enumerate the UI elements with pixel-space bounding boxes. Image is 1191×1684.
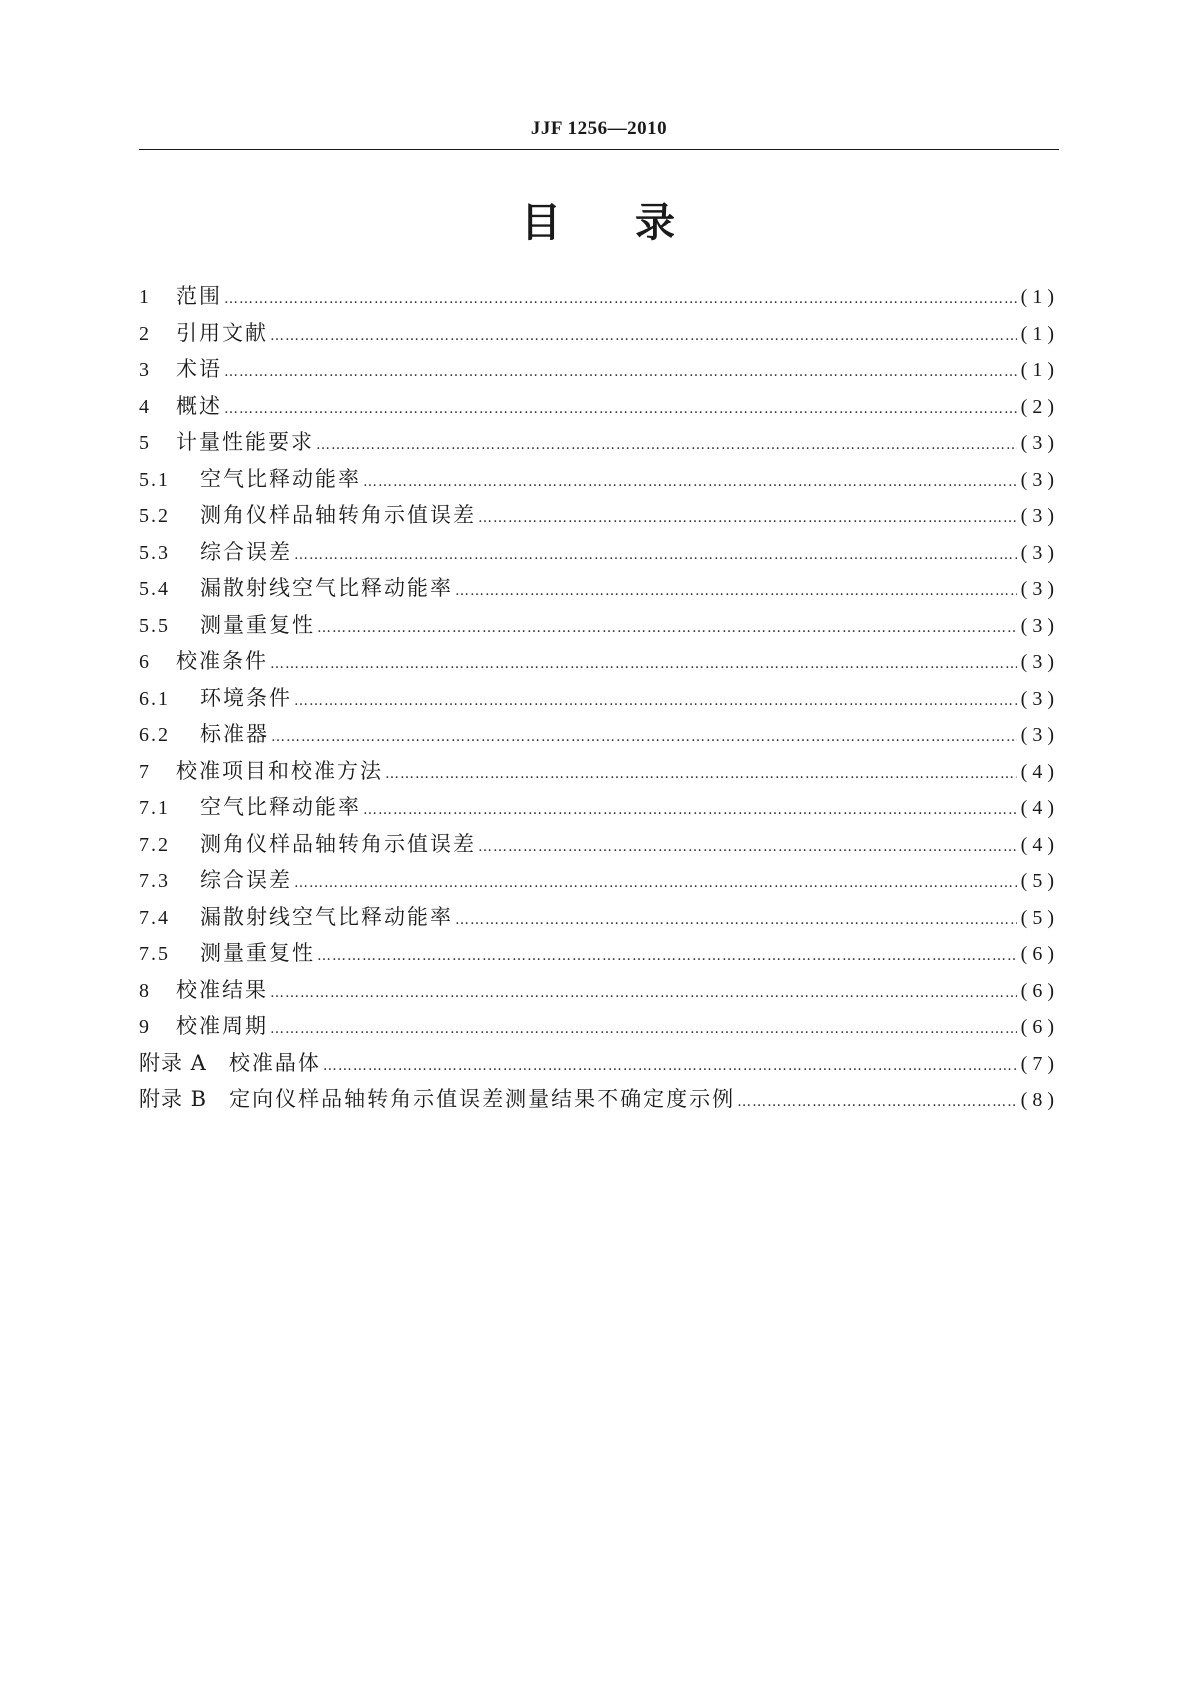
toc-entry-number: 7.1 [139,797,170,819]
page-title-part2: 录 [635,200,677,246]
toc-entry-title: 术语 [176,357,222,381]
toc-entry-page: (6) [1020,943,1059,965]
toc-entry-page: (3) [1020,468,1059,491]
toc-entry-title: 范围 [176,284,222,308]
toc-entry-number: 1 [139,286,151,308]
toc-entry[interactable] [139,935,1059,972]
toc-entry-page: (1) [1020,359,1059,381]
toc-entry-page: (1) [1020,322,1059,345]
toc-entry[interactable] [139,388,1059,425]
toc-entry-title: 校准条件 [176,649,268,673]
toc-entry[interactable] [139,570,1059,607]
toc-dot-leader [317,938,1017,975]
toc-dot-leader [270,318,1017,355]
toc-entry-page: (6) [1020,979,1059,1002]
toc-entry-number: 3 [139,359,151,381]
toc-entry[interactable] [139,1081,1059,1118]
toc-dot-leader [316,427,1017,464]
toc-entry-number: 6.1 [139,687,170,710]
toc-entry-title: 测量重复性 [200,941,315,965]
toc-dot-leader [455,902,1017,939]
toc-entry-page: (7) [1020,1052,1059,1075]
toc-entry-number: 5.1 [139,468,170,491]
toc-entry-page: (2) [1020,395,1059,418]
toc-entry[interactable] [139,461,1059,498]
toc-entry-page: (4) [1020,760,1059,783]
toc-entry-page: (3) [1020,651,1059,673]
toc-dot-leader [478,500,1017,537]
toc-entry-number: 7.5 [139,943,170,965]
document-code-header: JJF 1256—2010 [530,118,668,139]
toc-entry[interactable] [139,899,1059,936]
toc-dot-leader [224,391,1017,428]
toc-entry-title: 计量性能要求 [176,430,314,454]
toc-entry-number: 附录 B [139,1087,208,1111]
toc-entry-title: 测角仪样品轴转角示值误差 [200,503,476,527]
toc-entry-page: (3) [1020,505,1059,527]
toc-entry-page: (3) [1020,724,1059,746]
toc-dot-leader [323,1048,1017,1085]
toc-entry-number: 4 [139,395,151,418]
toc-entry[interactable] [139,972,1059,1009]
toc-entry-title: 概述 [176,393,222,418]
toc-entry-number: 附录 A [139,1050,207,1075]
toc-entry-number: 7.3 [139,870,170,892]
toc-entry[interactable] [139,351,1059,388]
toc-entry[interactable] [139,497,1059,534]
toc-entry-page: (3) [1020,614,1059,637]
toc-entry-number: 6.2 [139,724,170,746]
toc-dot-leader [385,756,1017,793]
toc-entry-page: (5) [1020,870,1059,892]
toc-entry-page: (3) [1020,432,1059,454]
toc-entry-title: 校准项目和校准方法 [176,758,383,783]
page-title [139,195,1059,251]
toc-entry-page: (4) [1020,797,1059,819]
toc-entry-title: 定向仪样品轴转角示值误差测量结果不确定度示例 [229,1087,736,1111]
toc-entry-number: 5.4 [139,578,170,600]
table-of-contents [139,278,1059,1118]
toc-dot-leader [294,683,1017,720]
toc-entry-title: 标准器 [200,722,269,746]
toc-entry-title: 空气比释动能率 [200,466,361,491]
toc-entry-title: 测角仪样品轴转角示值误差 [200,831,476,856]
toc-entry-number: 7 [139,760,151,783]
toc-entry-number: 6 [139,651,151,673]
toc-dot-leader [478,829,1017,866]
toc-entry[interactable] [139,716,1059,753]
toc-entry-number: 7.4 [139,906,170,929]
toc-dot-leader [317,610,1017,647]
toc-dot-leader [363,792,1017,829]
toc-dot-leader [270,975,1017,1012]
toc-dot-leader [737,1084,1017,1121]
toc-entry-page: (3) [1020,687,1059,710]
toc-entry-number: 5.3 [139,541,170,564]
toc-dot-leader [270,1011,1017,1048]
toc-entry[interactable] [139,826,1059,863]
toc-entry[interactable] [139,315,1059,352]
page-title-part1: 目 [521,200,563,246]
toc-entry-number: 7.2 [139,833,170,856]
toc-entry-page: (5) [1020,906,1059,929]
toc-entry[interactable] [139,607,1059,644]
toc-dot-leader [271,719,1017,756]
toc-entry-page: (3) [1020,541,1059,564]
toc-entry[interactable] [139,862,1059,899]
toc-entry-title: 测量重复性 [200,612,315,637]
toc-entry-title: 空气比释动能率 [200,795,361,819]
toc-entry-number: 5.5 [139,614,170,637]
toc-dot-leader [224,281,1017,318]
toc-entry[interactable] [139,1045,1059,1082]
toc-dot-leader [224,354,1017,391]
toc-entry-number: 2 [139,322,151,345]
toc-entry-number: 9 [139,1016,151,1038]
toc-entry[interactable] [139,789,1059,826]
toc-dot-leader [455,573,1017,610]
toc-entry-title: 漏散射线空气比释动能率 [200,904,453,929]
toc-entry[interactable] [139,643,1059,680]
toc-entry-title: 漏散射线空气比释动能率 [200,576,453,600]
toc-dot-leader [363,464,1017,501]
toc-entry[interactable] [139,534,1059,571]
toc-entry-title: 校准晶体 [228,1050,321,1075]
toc-entry[interactable] [139,680,1059,717]
toc-entry-page: (3) [1020,578,1059,600]
toc-entry-title: 综合误差 [200,539,292,564]
toc-entry-number: 8 [139,979,151,1002]
toc-entry[interactable] [139,424,1059,461]
toc-entry-title: 校准结果 [176,977,268,1002]
toc-entry-page: (6) [1020,1016,1059,1038]
toc-entry-page: (8) [1020,1089,1059,1111]
toc-entry-number: 5.2 [139,505,170,527]
toc-dot-leader [270,646,1017,683]
header-rule [139,149,1059,150]
toc-entry-title: 校准周期 [176,1014,268,1038]
toc-entry[interactable] [139,278,1059,315]
toc-entry[interactable] [139,753,1059,790]
toc-entry-title: 综合误差 [200,868,292,892]
toc-entry-page: (4) [1020,833,1059,856]
toc-entry[interactable] [139,1008,1059,1045]
toc-entry-number: 5 [139,432,151,454]
toc-entry-title: 引用文献 [176,320,268,345]
toc-dot-leader [294,537,1017,574]
toc-entry-title: 环境条件 [200,685,292,710]
toc-entry-page: (1) [1020,286,1059,308]
toc-dot-leader [294,865,1017,902]
